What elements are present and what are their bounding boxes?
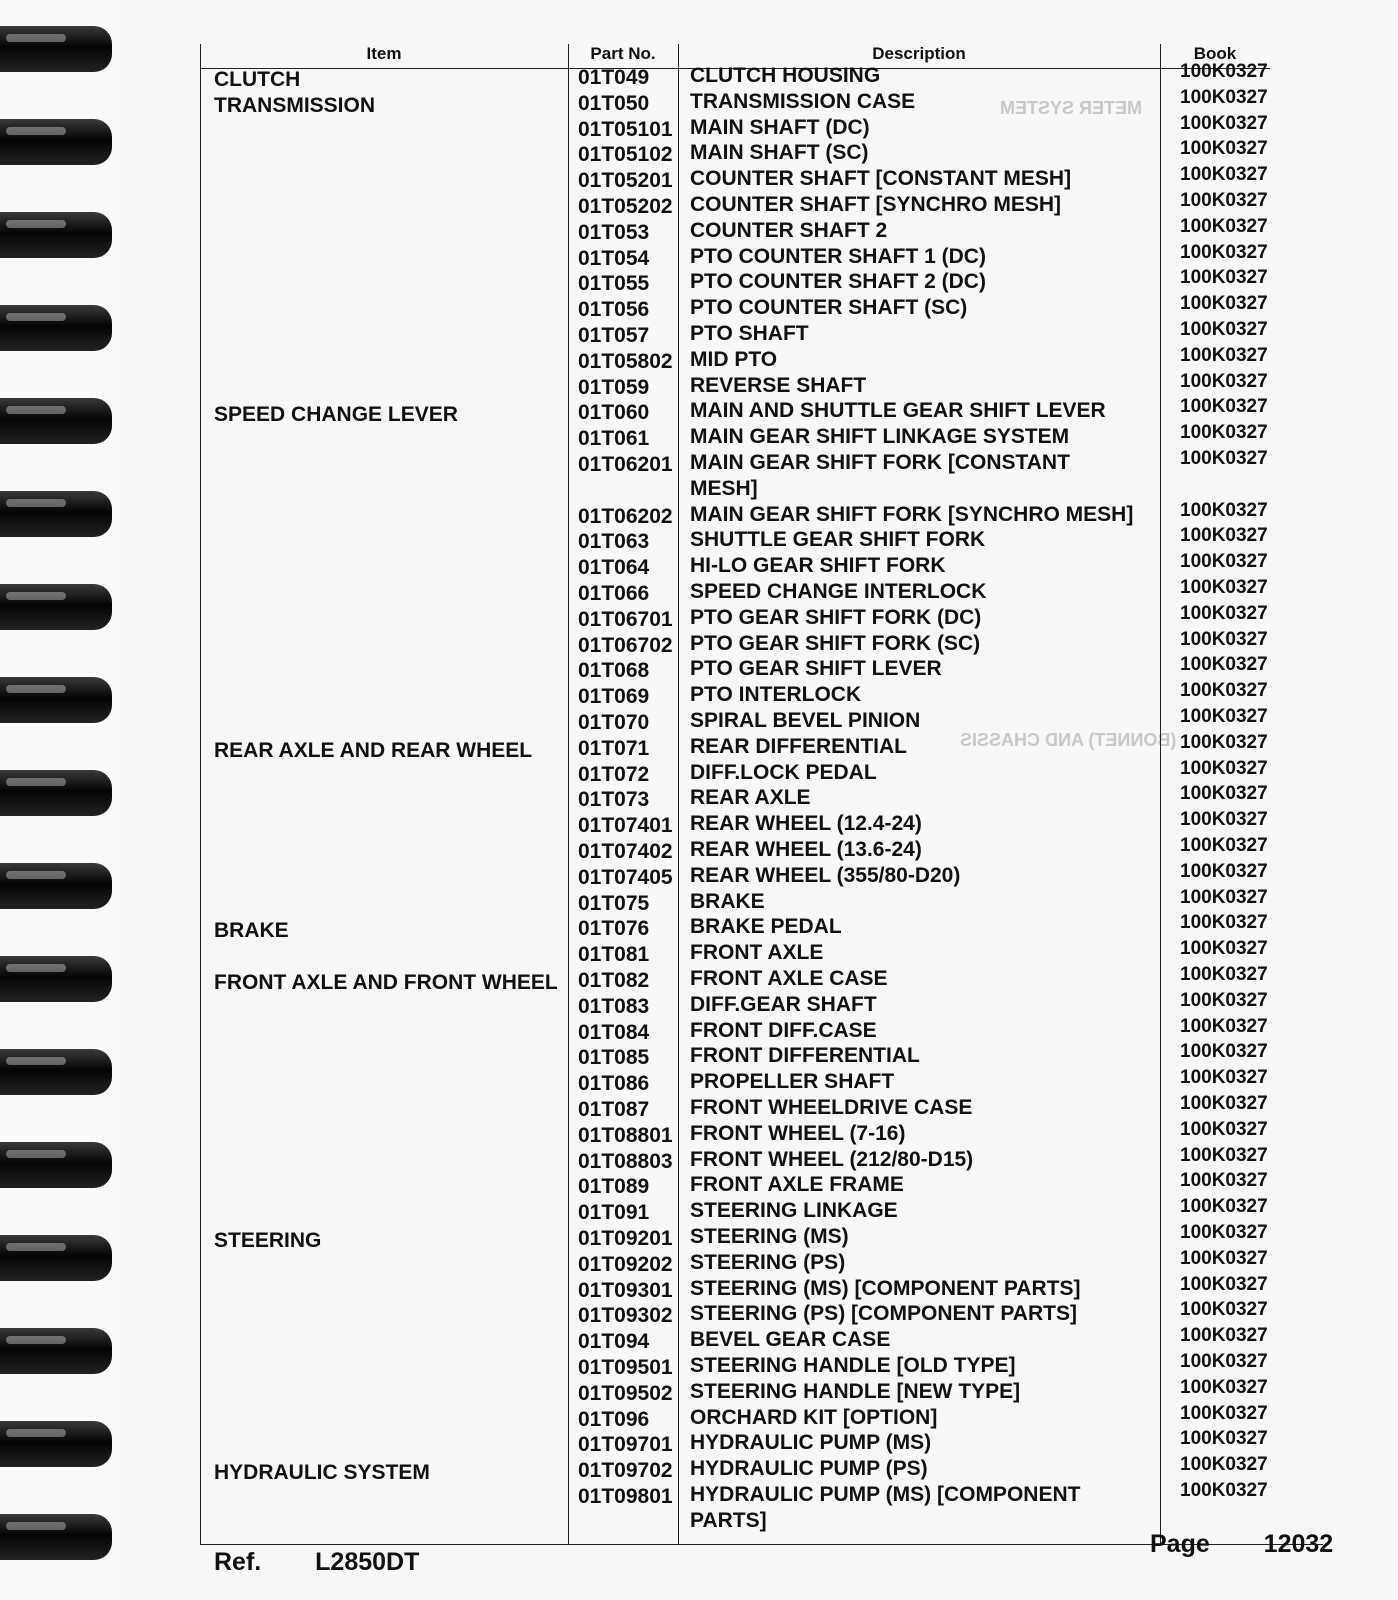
- binding-ring: [0, 1328, 112, 1374]
- part-description: FRONT AXLE CASE: [690, 967, 888, 990]
- part-number: 01T05201: [578, 169, 673, 193]
- book-number: 100K0327: [1180, 448, 1268, 469]
- book-number: 100K0327: [1180, 1196, 1268, 1218]
- book-number: 100K0327: [1180, 138, 1268, 160]
- part-number: 01T089: [578, 1175, 650, 1199]
- book-number: 100K0327: [1180, 1247, 1268, 1269]
- part-number: 01T084: [578, 1020, 650, 1044]
- book-number: 100K0327: [1180, 215, 1268, 237]
- book-number: 100K0327: [1180, 783, 1268, 805]
- book-number: 100K0327: [1180, 1041, 1268, 1063]
- book-number: 100K0327: [1180, 525, 1268, 547]
- part-description: PTO SHAFT: [690, 322, 809, 345]
- part-description: STEERING LINKAGE: [690, 1199, 898, 1223]
- part-description: DIFF.LOCK PEDAL: [690, 760, 877, 784]
- binding-ring: [0, 305, 112, 351]
- book-number: 100K0327: [1180, 731, 1268, 753]
- part-description: COUNTER SHAFT [CONSTANT MESH]: [690, 167, 1072, 191]
- part-number: 01T072: [578, 762, 650, 786]
- book-number: 100K0327: [1180, 706, 1268, 727]
- spiral-binding: [0, 0, 120, 1600]
- part-number: 01T064: [578, 556, 650, 580]
- book-number: 100K0327: [1180, 1402, 1268, 1424]
- book-number: 100K0327: [1180, 757, 1268, 779]
- header-part-no: Part No.: [568, 44, 678, 69]
- part-number: 01T096: [578, 1407, 650, 1431]
- part-number: 01T050: [578, 91, 650, 115]
- binding-ring: [0, 677, 112, 723]
- part-description: PTO GEAR SHIFT FORK (SC): [690, 631, 981, 655]
- binding-ring: [0, 1235, 112, 1281]
- part-number: 01T05802: [578, 349, 673, 373]
- column-divider: [678, 44, 679, 1544]
- footer-ref: [214, 1548, 419, 1577]
- part-number: 01T073: [578, 788, 650, 812]
- binding-ring: [0, 1049, 112, 1095]
- part-number: 01T05102: [578, 143, 673, 167]
- part-description: REAR WHEEL (13.6-24): [690, 838, 922, 861]
- item-group-label: CLUTCH: [214, 68, 301, 91]
- part-number: 01T053: [578, 220, 650, 244]
- part-number: 01T09501: [578, 1356, 673, 1379]
- part-description: PROPELLER SHAFT: [690, 1070, 895, 1094]
- part-description: MAIN GEAR SHIFT FORK [CONSTANT: [690, 451, 1070, 474]
- book-number: 100K0327: [1180, 86, 1268, 108]
- book-number: 100K0327: [1180, 1480, 1268, 1501]
- part-description-continued: PARTS]: [690, 1508, 767, 1532]
- part-number: 01T082: [578, 969, 650, 992]
- part-description: PTO COUNTER SHAFT (SC): [690, 296, 968, 320]
- binding-ring: [0, 1514, 112, 1560]
- part-number: 01T059: [578, 375, 650, 399]
- part-description: TRANSMISSION CASE: [690, 89, 916, 113]
- book-number: 100K0327: [1180, 422, 1268, 444]
- part-number: 01T069: [578, 685, 650, 709]
- part-number: 01T09801: [578, 1485, 673, 1508]
- part-number: 01T07401: [578, 814, 673, 838]
- book-number: 100K0327: [1180, 1093, 1268, 1114]
- binding-ring: [0, 863, 112, 909]
- part-number: 01T09702: [578, 1459, 673, 1483]
- part-description: STEERING (PS): [690, 1250, 846, 1274]
- part-number: 01T076: [578, 917, 650, 941]
- part-number: 01T056: [578, 298, 650, 322]
- book-number: 100K0327: [1180, 1144, 1268, 1166]
- part-number: 01T06201: [578, 453, 673, 476]
- part-number: 01T075: [578, 891, 650, 915]
- item-group-label: TRANSMISSION: [214, 93, 376, 117]
- part-number: 01T09202: [578, 1252, 673, 1276]
- book-number: 100K0327: [1180, 602, 1268, 624]
- part-description: MAIN SHAFT (DC): [690, 115, 870, 139]
- book-number: 100K0327: [1180, 61, 1268, 82]
- book-number: 100K0327: [1180, 809, 1268, 831]
- part-description: SPIRAL BEVEL PINION: [690, 709, 921, 732]
- part-description: STEERING (MS) [COMPONENT PARTS]: [690, 1276, 1081, 1300]
- item-group-label: BRAKE: [214, 919, 289, 943]
- part-number: 01T091: [578, 1201, 650, 1225]
- part-description: SPEED CHANGE INTERLOCK: [690, 580, 987, 603]
- binding-ring: [0, 770, 112, 816]
- part-description: HI-LO GEAR SHIFT FORK: [690, 554, 946, 578]
- book-number: 100K0327: [1180, 1376, 1268, 1398]
- part-number: 01T057: [578, 324, 650, 347]
- part-description: FRONT WHEEL (212/80-D15): [690, 1147, 974, 1171]
- part-number: 01T09301: [578, 1278, 673, 1302]
- book-number: 100K0327: [1180, 551, 1268, 573]
- part-description: FRONT DIFF.CASE: [690, 1018, 877, 1042]
- book-number: 100K0327: [1180, 577, 1268, 598]
- part-description: PTO GEAR SHIFT FORK (DC): [690, 605, 982, 629]
- part-number: 01T049: [578, 66, 650, 89]
- part-description: DIFF.GEAR SHAFT: [690, 992, 877, 1016]
- book-number: 100K0327: [1180, 912, 1268, 934]
- binding-ring: [0, 1421, 112, 1467]
- part-number: 01T081: [578, 943, 650, 967]
- part-description: HYDRAULIC PUMP (MS) [COMPONENT: [690, 1483, 1081, 1506]
- page-number: 12032: [1263, 1530, 1334, 1558]
- header-description: Description: [678, 44, 1160, 69]
- part-number: 01T070: [578, 711, 650, 734]
- book-number: 100K0327: [1180, 319, 1268, 340]
- part-description: PTO INTERLOCK: [690, 683, 862, 707]
- part-description: SHUTTLE GEAR SHIFT FORK: [690, 528, 986, 552]
- ref-value: L2850DT: [315, 1548, 420, 1576]
- part-number: 01T060: [578, 401, 650, 425]
- part-number: 01T09201: [578, 1227, 673, 1250]
- part-description: FRONT DIFFERENTIAL: [690, 1044, 920, 1068]
- part-description: HYDRAULIC PUMP (MS): [690, 1431, 932, 1455]
- part-description: MID PTO: [690, 347, 778, 371]
- part-description: FRONT WHEEL (7-16): [690, 1121, 906, 1145]
- part-description: COUNTER SHAFT 2: [690, 218, 888, 242]
- part-number: 01T086: [578, 1072, 650, 1096]
- part-number: 01T07402: [578, 840, 673, 863]
- book-number: 100K0327: [1180, 344, 1268, 366]
- part-description-continued: MESH]: [690, 476, 758, 500]
- book-number: 100K0327: [1180, 860, 1268, 882]
- binding-ring: [0, 1142, 112, 1188]
- book-number: 100K0327: [1180, 886, 1268, 908]
- part-number: 01T08801: [578, 1123, 673, 1147]
- part-description: ORCHARD KIT [OPTION]: [690, 1405, 938, 1429]
- part-number: 01T071: [578, 736, 650, 760]
- part-description: REAR WHEEL (355/80-D20): [690, 863, 961, 887]
- book-number: 100K0327: [1180, 1273, 1268, 1295]
- book-number: 100K0327: [1180, 1428, 1268, 1450]
- book-number: 100K0327: [1180, 370, 1268, 392]
- book-number: 100K0327: [1180, 267, 1268, 289]
- part-number: 01T08803: [578, 1149, 673, 1173]
- part-number: 01T07405: [578, 865, 673, 889]
- part-number: 01T066: [578, 582, 650, 605]
- part-number: 01T094: [578, 1330, 650, 1354]
- book-number: 100K0327: [1180, 1351, 1268, 1372]
- page-label: Page: [1150, 1530, 1210, 1558]
- part-description: COUNTER SHAFT [SYNCHRO MESH]: [690, 193, 1061, 216]
- part-description: REAR WHEEL (12.4-24): [690, 812, 922, 836]
- part-description: STEERING HANDLE [NEW TYPE]: [690, 1379, 1021, 1403]
- book-number: 100K0327: [1180, 1222, 1268, 1243]
- binding-ring: [0, 119, 112, 165]
- part-description: MAIN SHAFT (SC): [690, 141, 869, 165]
- part-description: BEVEL GEAR CASE: [690, 1328, 891, 1352]
- part-description: BRAKE: [690, 889, 765, 913]
- column-divider: [1160, 44, 1161, 1544]
- book-number: 100K0327: [1180, 1170, 1268, 1192]
- part-description: FRONT WHEELDRIVE CASE: [690, 1096, 973, 1119]
- part-description: CLUTCH HOUSING: [690, 64, 881, 87]
- part-number: 01T083: [578, 994, 650, 1018]
- book-number: 100K0327: [1180, 680, 1268, 702]
- book-number: 100K0327: [1180, 1454, 1268, 1476]
- binding-ring: [0, 491, 112, 537]
- part-description: MAIN GEAR SHIFT FORK [SYNCHRO MESH]: [690, 502, 1134, 526]
- header-item: Item: [200, 44, 568, 69]
- part-number: 01T09302: [578, 1304, 673, 1328]
- book-number: 100K0327: [1180, 190, 1268, 211]
- part-number: 01T054: [578, 246, 650, 270]
- book-number: 100K0327: [1180, 938, 1268, 960]
- part-description: STEERING (PS) [COMPONENT PARTS]: [690, 1302, 1077, 1326]
- part-description: FRONT AXLE: [690, 941, 824, 965]
- part-number: 01T085: [578, 1046, 650, 1070]
- item-group-label: REAR AXLE AND REAR WHEEL: [214, 738, 533, 762]
- part-number: 01T09701: [578, 1433, 673, 1457]
- book-number: 100K0327: [1180, 1325, 1268, 1347]
- book-number: 100K0327: [1180, 241, 1268, 263]
- book-number: 100K0327: [1180, 112, 1268, 134]
- part-description: PTO COUNTER SHAFT 2 (DC): [690, 270, 986, 294]
- column-divider: [568, 44, 569, 1544]
- part-number: 01T05101: [578, 117, 673, 141]
- part-number: 01T06701: [578, 607, 673, 631]
- part-description: REAR DIFFERENTIAL: [690, 734, 907, 758]
- part-description: BRAKE PEDAL: [690, 915, 842, 939]
- book-number: 100K0327: [1180, 1299, 1268, 1321]
- binding-ring: [0, 584, 112, 630]
- book-number: 100K0327: [1180, 964, 1268, 985]
- footer-page: [1150, 1530, 1333, 1559]
- part-number: 01T087: [578, 1098, 650, 1121]
- book-number: 100K0327: [1180, 1118, 1268, 1140]
- part-number: 01T05202: [578, 195, 673, 218]
- part-description: STEERING (MS): [690, 1225, 849, 1248]
- binding-ring: [0, 212, 112, 258]
- part-description: REAR AXLE: [690, 786, 811, 810]
- book-number: 100K0327: [1180, 1067, 1268, 1089]
- part-number: 01T068: [578, 659, 650, 683]
- item-group-label: HYDRAULIC SYSTEM: [214, 1461, 430, 1485]
- bleed-through-text: (BONNET) AND CHASSIS: [960, 730, 1177, 750]
- part-description: REVERSE SHAFT: [690, 373, 867, 397]
- book-number: 100K0327: [1180, 499, 1268, 521]
- part-number: 01T06202: [578, 504, 673, 528]
- bleed-through-text: METER SYSTEM: [1000, 98, 1143, 118]
- book-number: 100K0327: [1180, 835, 1268, 856]
- part-description: MAIN GEAR SHIFT LINKAGE SYSTEM: [690, 425, 1070, 449]
- book-number: 100K0327: [1180, 989, 1268, 1011]
- part-description: MAIN AND SHUTTLE GEAR SHIFT LEVER: [690, 399, 1106, 423]
- part-number: 01T06702: [578, 633, 673, 657]
- ref-label: Ref.: [214, 1548, 262, 1576]
- book-number: 100K0327: [1180, 293, 1268, 315]
- part-number: 01T061: [578, 427, 650, 451]
- item-group-label: FRONT AXLE AND FRONT WHEEL: [214, 971, 558, 994]
- binding-ring: [0, 956, 112, 1002]
- part-description: PTO COUNTER SHAFT 1 (DC): [690, 244, 986, 268]
- book-number: 100K0327: [1180, 628, 1268, 650]
- book-number: 100K0327: [1180, 1015, 1268, 1037]
- binding-ring: [0, 398, 112, 444]
- part-number: 01T055: [578, 272, 650, 296]
- part-number: 01T063: [578, 530, 650, 554]
- binding-ring: [0, 26, 112, 72]
- book-number: 100K0327: [1180, 396, 1268, 418]
- part-description: HYDRAULIC PUMP (PS): [690, 1457, 928, 1481]
- part-description: PTO GEAR SHIFT LEVER: [690, 657, 942, 681]
- part-description: STEERING HANDLE [OLD TYPE]: [690, 1354, 1016, 1377]
- book-number: 100K0327: [1180, 164, 1268, 186]
- part-number: 01T09502: [578, 1381, 673, 1405]
- book-number: 100K0327: [1180, 654, 1268, 676]
- item-group-label: SPEED CHANGE LEVER: [214, 403, 458, 427]
- item-group-label: STEERING: [214, 1229, 322, 1252]
- part-description: FRONT AXLE FRAME: [690, 1173, 904, 1197]
- header-book: Book: [1160, 44, 1270, 69]
